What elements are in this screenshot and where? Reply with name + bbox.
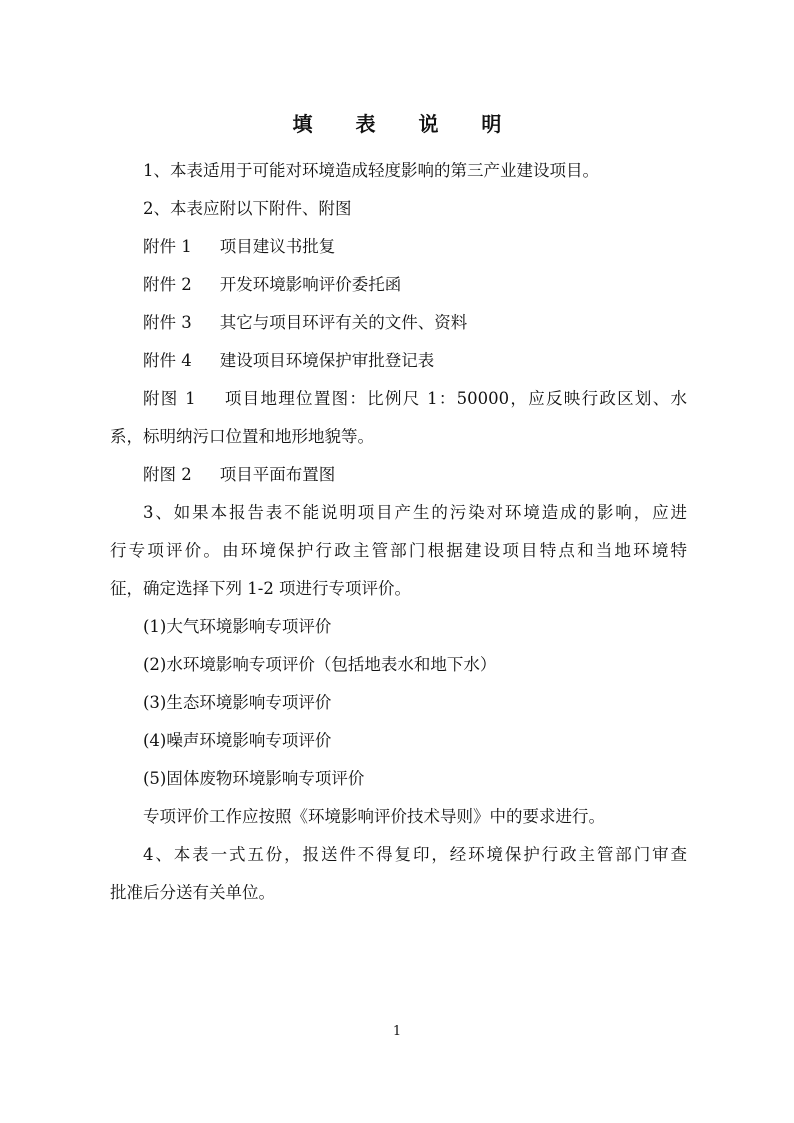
guideline-note: 专项评价工作应按照《环境影响评价技术导则》中的要求进行。: [143, 807, 605, 826]
special-item-2: (2)水环境影响专项评价（包括地表水和地下水）: [143, 655, 497, 674]
page-number: 1: [392, 1024, 402, 1039]
instruction-item-3-line-1: 3、如果本报告表不能说明项目产生的污染对环境造成的影响，应进: [143, 503, 687, 522]
instruction-item-1: 1、本表适用于可能对环境造成轻度影响的第三产业建设项目。: [143, 161, 599, 180]
special-item-4: (4)噪声环境影响专项评价: [143, 731, 332, 750]
figure-label: 附图 2: [143, 465, 192, 484]
attachment-text: 项目建议书批复: [219, 237, 336, 256]
figure-1: [143, 385, 687, 409]
attachment-3: [143, 309, 467, 333]
attachment-4: [143, 347, 434, 371]
attachment-label: 附件 1: [143, 237, 192, 256]
figure-1-continuation: 系，标明纳污口位置和地形地貌等。: [110, 427, 374, 446]
figure-text-line-1: 项目地理位置图：比例尺 1：50000，应反映行政区划、水: [223, 389, 687, 408]
attachment-label: 附件 2: [143, 275, 192, 294]
instruction-item-4-line-1: 4、本表一式五份，报送件不得复印，经环境保护行政主管部门审查: [143, 845, 687, 864]
figure-2: [143, 461, 335, 485]
special-item-1: (1)大气环境影响专项评价: [143, 617, 332, 636]
figure-text: 项目平面布置图: [219, 465, 336, 484]
figure-label: 附图 1: [143, 389, 196, 408]
attachment-text: 其它与项目环评有关的文件、资料: [219, 313, 468, 332]
instruction-item-2: 2、本表应附以下附件、附图: [143, 199, 352, 218]
attachment-label: 附件 3: [143, 313, 192, 332]
special-item-5: (5)固体废物环境影响专项评价: [143, 769, 365, 788]
page-title: 填 表 说 明: [292, 112, 520, 136]
instruction-item-4-line-2: 批准后分送有关单位。: [110, 883, 275, 902]
instruction-item-3-line-2: 行专项评价。由环境保护行政主管部门根据建设项目特点和当地环境特: [110, 541, 687, 560]
attachment-text: 开发环境影响评价委托函: [219, 275, 402, 294]
attachment-2: [143, 271, 401, 295]
attachment-1: [143, 233, 335, 257]
attachment-text: 建设项目环境保护审批登记表: [219, 351, 435, 370]
special-item-3: (3)生态环境影响专项评价: [143, 693, 332, 712]
attachment-label: 附件 4: [143, 351, 192, 370]
instruction-item-3-line-3: 征，确定选择下列 1-2 项进行专项评价。: [110, 579, 412, 598]
